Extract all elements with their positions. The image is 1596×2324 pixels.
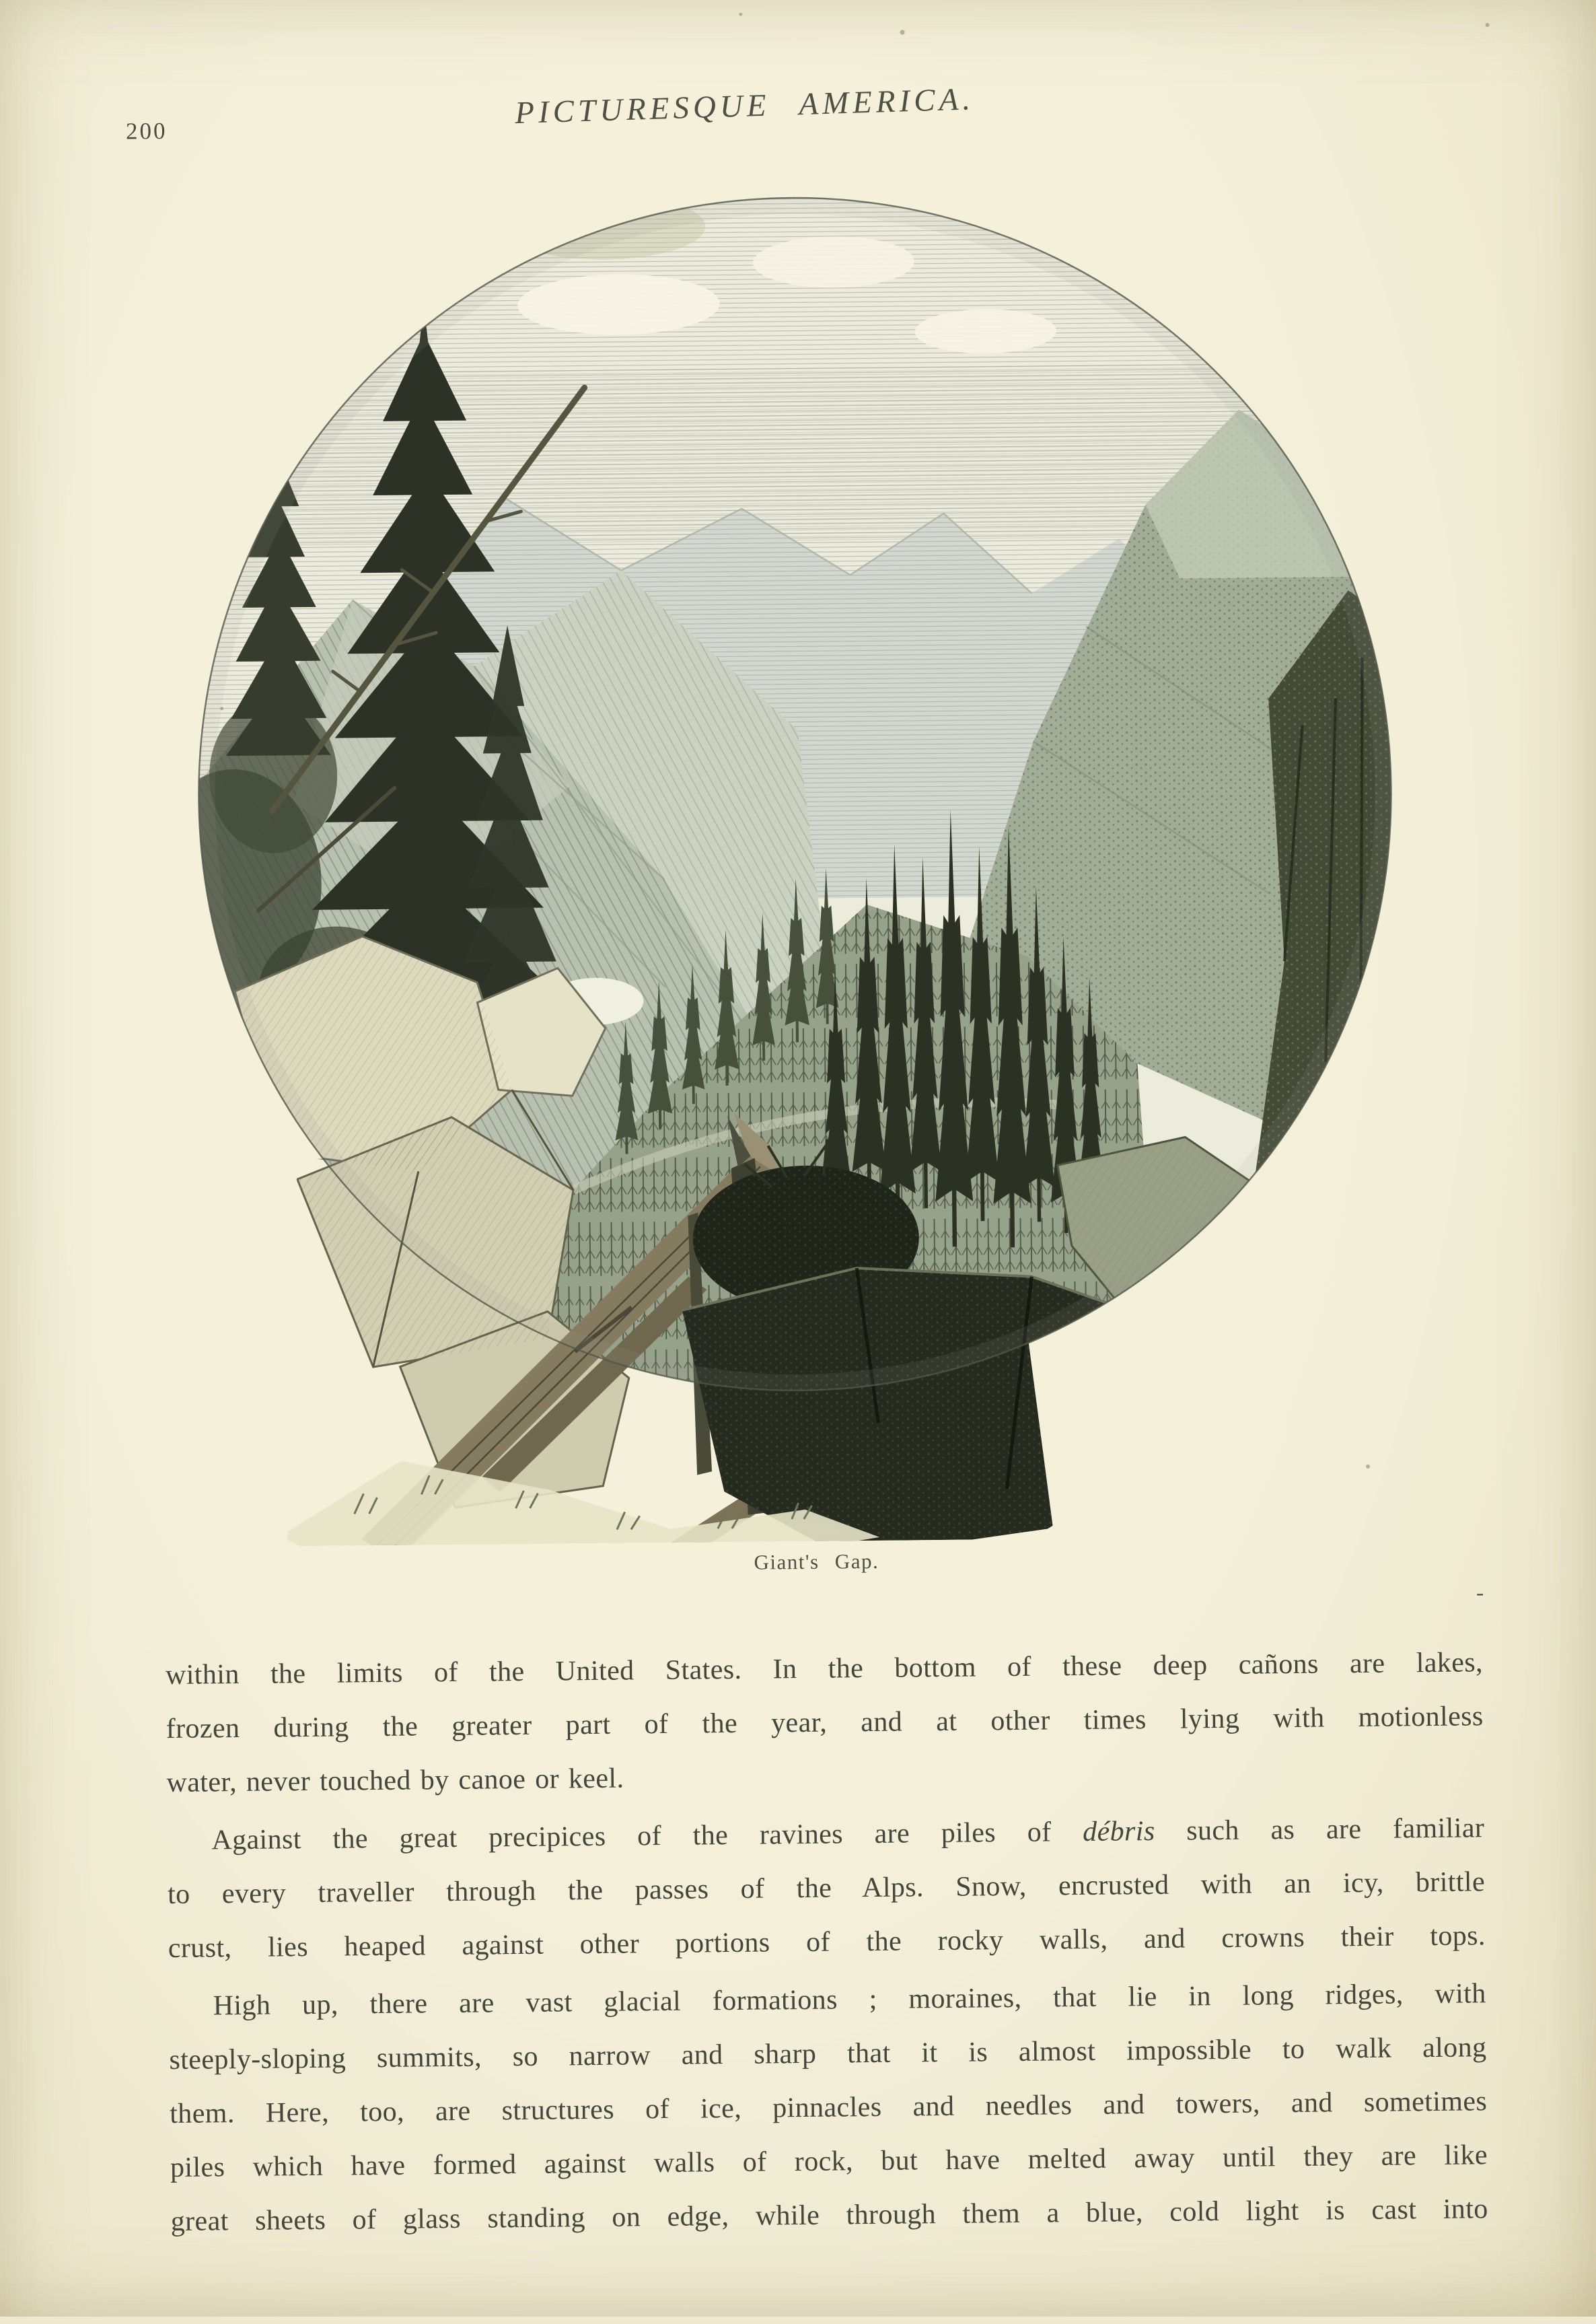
page-number: 200 [125, 117, 168, 145]
text-segment: to every traveller through the passes of the Alps. Snow, encrusted with an icy, brittle [167, 1866, 1486, 1911]
italic-text: débris [1082, 1815, 1155, 1847]
paper-speck [1486, 23, 1490, 27]
text-segment: Against the great precipices of the ravines are piles of [211, 1816, 1083, 1856]
text-segment: within the limits of the United States. In the bottom of these deep cañons are lakes, [165, 1647, 1484, 1691]
paper-speck [1366, 1465, 1370, 1469]
text-segment: water, never touched by canoe or keel. [166, 1763, 624, 1799]
paper-speck [220, 707, 223, 710]
scan-artifact-dash: - [1476, 1580, 1484, 1606]
body-paragraph [166, 1635, 1484, 1810]
body-text [166, 1635, 1489, 2253]
paper-speck [739, 13, 742, 16]
body-paragraph [168, 1967, 1488, 2249]
engraving-caption: Giant's Gap. [754, 1549, 879, 1574]
text-segment: such as are familiar [1155, 1812, 1485, 1847]
text-segment: crust, lies heaped against other portions of the rocky walls, and crowns their tops. [168, 1920, 1486, 1965]
text-segment: High up, there are vast glacial formations ; moraines, that lie in long ridges, with [213, 1978, 1486, 2022]
dark-boulders [682, 1265, 1189, 1550]
text-segment: frozen during the greater part of the year, and at other times lying with motionless [166, 1701, 1484, 1745]
paper-speck [900, 30, 905, 34]
text-segment: them. Here, too, are structures of ice, pinnacles and needles and towers, and sometimes [170, 2086, 1488, 2130]
text-segment: great sheets of glass standing on edge, while through them a blue, cold light is cast into [170, 2193, 1488, 2238]
text-segment: steeply-sloping summits, so narrow and sharp that it is almost impossible to walk along [169, 2032, 1487, 2076]
running-header-title: PICTURESQUE AMERICA. [514, 81, 975, 131]
text-segment: piles which have formed against walls of rock, but have melted away until they are like [170, 2140, 1488, 2184]
body-paragraph [167, 1801, 1486, 1975]
giants-gap-engraving [187, 186, 1404, 1550]
engraving-svg [187, 186, 1404, 1550]
